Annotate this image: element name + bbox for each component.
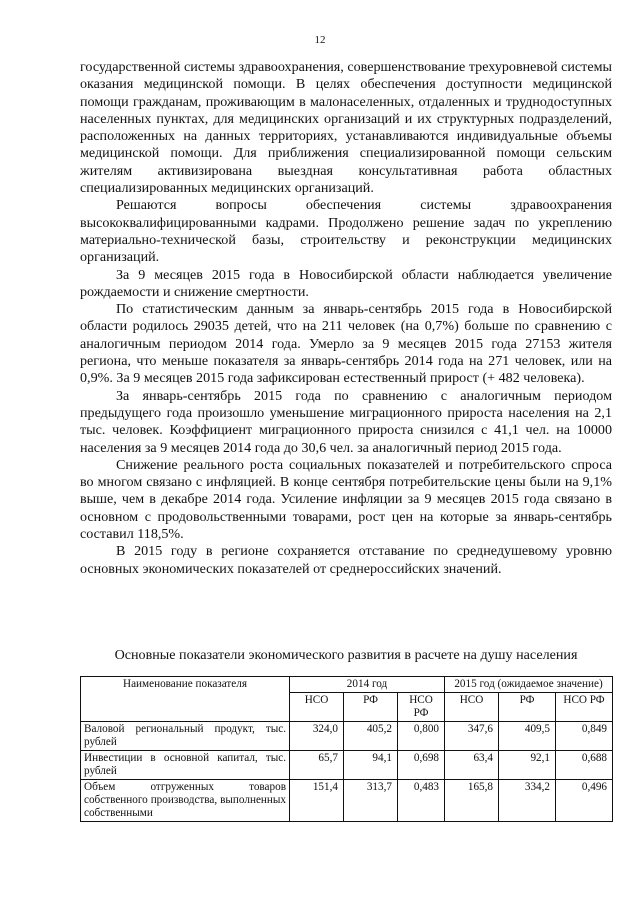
cell-value: 65,7 [290, 751, 344, 780]
row-name: Инвестиции в основной капитал, тыс. рублей [81, 751, 290, 780]
row-name: Валовой региональный продукт, тыс. рублей [81, 722, 290, 751]
paragraph-birth-rate: За 9 месяцев 2015 года в Новосибирской области наблюдается увеличение рождаемости и снижение смертности. [80, 266, 612, 300]
paragraph-lag: В 2015 году в регионе сохраняется отставание по среднедушевому уровню основных экономических показателей от среднероссийских значений. [80, 543, 612, 577]
subheader-ratio: НСО РФ [398, 693, 445, 722]
paragraph-migration: За январь-сентябрь 2015 года по сравнению с аналогичным периодом предыдущего года произошло уменьшение миграционного прироста населения на 2,1 тыс. человек. Коэффициент миграционного прироста снизился с 41,1 чел. на 10000 населения за 9 месяцев 2014 года до 30,6 чел. за аналогичный период 2015 года. [80, 387, 612, 456]
cell-value: 0,688 [556, 751, 613, 780]
cell-value: 151,4 [290, 780, 344, 822]
cell-value: 324,0 [290, 722, 344, 751]
cell-value: 63,4 [445, 751, 499, 780]
subheader-rf: РФ [344, 693, 398, 722]
subheader-nso: НСО [445, 693, 499, 722]
document-body [80, 59, 612, 578]
cell-value: 0,496 [556, 780, 613, 822]
page-number: 12 [314, 34, 326, 46]
subheader-rf: РФ [499, 693, 556, 722]
cell-value: 405,2 [344, 722, 398, 751]
cell-value: 409,5 [499, 722, 556, 751]
cell-value: 0,849 [556, 722, 613, 751]
cell-value: 313,7 [344, 780, 398, 822]
paragraph-healthcare-staff: Решаются вопросы обеспечения системы здравоохранения высококвалифицированными кадрами. Продолжено решение задач по укреплению материально-технической базы, строительству и реконструкции медицинских организаций. [80, 197, 612, 266]
economic-indicators-table [80, 676, 613, 822]
cell-value: 165,8 [445, 780, 499, 822]
table-caption: Основные показатели экономического развития в расчете на душу населения [114, 647, 578, 663]
cell-value: 347,6 [445, 722, 499, 751]
cell-value: 0,800 [398, 722, 445, 751]
cell-value: 94,1 [344, 751, 398, 780]
header-year-2015: 2015 год (ожидаемое значение) [445, 677, 613, 693]
row-name: Объем отгруженных товаров собственного производства, выполненных собственными [81, 780, 290, 822]
paragraph-healthcare-system: государственной системы здравоохранения, совершенствование трехуровневой системы оказания медицинской помощи. В целях обеспечения доступности медицинской помощи гражданам, проживающим в малонаселенных, отдаленных и труднодоступных населенных пунктах, для медицинских организаций и их структурных подразделений, расположенных на данных территориях, устанавливаются индивидуальные объемы медицинской помощи. Для приближения специализированной помощи сельским жителям активизирована выездная консультативная работа областных специализированных медицинских организаций. [80, 59, 612, 197]
table-row [81, 751, 613, 780]
table-row [81, 722, 613, 751]
cell-value: 0,698 [398, 751, 445, 780]
cell-value: 0,483 [398, 780, 445, 822]
table-header-row [81, 677, 613, 693]
cell-value: 334,2 [499, 780, 556, 822]
cell-value: 92,1 [499, 751, 556, 780]
table-row [81, 780, 613, 822]
header-indicator-name: Наименование показателя [81, 677, 290, 722]
subheader-nso: НСО [290, 693, 344, 722]
header-year-2014: 2014 год [290, 677, 445, 693]
subheader-ratio: НСО РФ [556, 693, 613, 722]
paragraph-statistics: По статистическим данным за январь-сентябрь 2015 года в Новосибирской области родилось 29035 детей, что на 211 человек (на 0,7%) больше по сравнению с аналогичным периодом 2014 года. Умерло за 9 месяцев 2015 года 27153 жителя региона, что меньше показателя за январь-сентябрь 2014 года на 271 человек, или на 0,9%. За 9 месяцев 2015 года зафиксирован естественный прирост (+ 482 человека). [80, 301, 612, 387]
paragraph-inflation: Снижение реального роста социальных показателей и потребительского спроса во многом связано с инфляцией. В конце сентября потребительские цены были на 9,1% выше, чем в декабре 2014 года. Усиление инфляции за 9 месяцев 2015 года связано в основном с продовольственными товарами, рост цен на которые за январь-сентябрь составил 118,5%. [80, 456, 612, 543]
